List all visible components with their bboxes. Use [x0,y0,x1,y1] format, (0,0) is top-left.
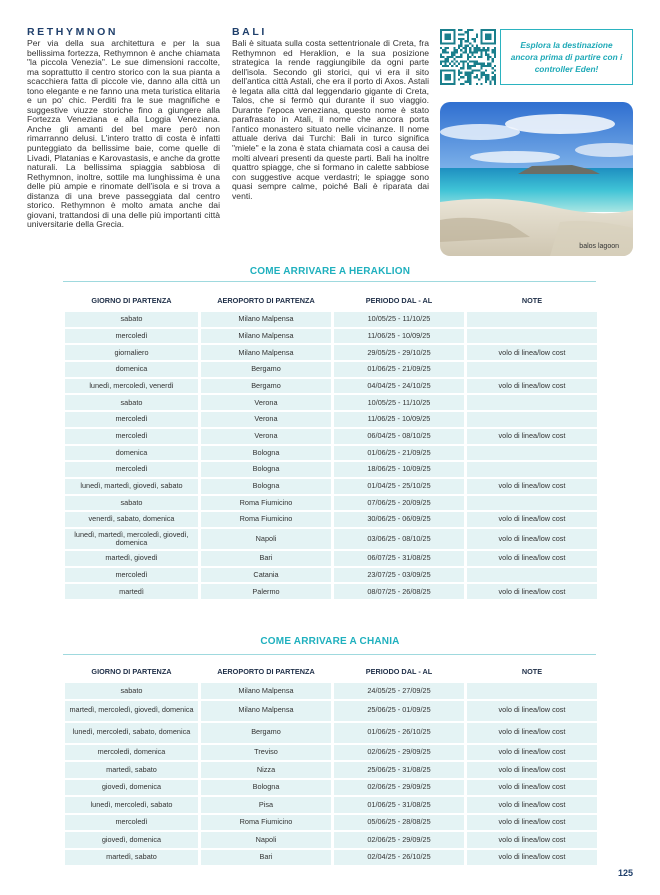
cell-periodo: 18/06/25 - 10/09/25 [334,462,464,477]
table-row [65,797,597,813]
cell-note: volo di linea/low cost [467,745,597,761]
cell-giorno: mercoledì [65,568,198,583]
table-row [65,551,597,566]
cell-periodo: 03/06/25 - 08/10/25 [334,529,464,549]
cell-giorno: sabato [65,683,198,699]
beach-photo [440,102,633,256]
table-row [65,529,597,549]
promo-text: Esplora la destinazione ancora prima di partire con i controller Eden! [510,40,623,74]
table-row [65,312,597,327]
cell-giorno: mercoledì [65,462,198,477]
cell-periodo: 01/06/25 - 31/08/25 [334,797,464,813]
promo-box [500,29,633,85]
cell-aeroporto: Bologna [201,780,331,796]
table-row [65,850,597,866]
cell-note [467,362,597,377]
cell-note: volo di linea/low cost [467,832,597,848]
cell-aeroporto: Roma Fiumicino [201,496,331,511]
cell-note: volo di linea/low cost [467,429,597,444]
header-note: NOTE [521,666,543,676]
chania-title: COME ARRIVARE A CHANIA [260,636,400,647]
cell-periodo: 07/06/25 - 20/09/25 [334,496,464,511]
cell-giorno: venerdì, sabato, domenica [65,512,198,527]
cell-giorno: sabato [65,312,198,327]
table-row [65,568,597,583]
cell-note [467,462,597,477]
cell-aeroporto: Milano Malpensa [201,683,331,699]
header-aeroporto: AEROPORTO DI PARTENZA [217,666,315,676]
cell-periodo: 02/06/25 - 29/09/25 [334,832,464,848]
rethymnon-section [27,27,220,230]
header-periodo: PERIODO DAL - AL [365,295,433,305]
cell-note: volo di linea/low cost [467,512,597,527]
table-row [65,379,597,394]
cell-periodo: 10/05/25 - 11/10/25 [334,312,464,327]
bali-title: BALI [232,26,267,38]
table-row [65,446,597,461]
table-row [65,496,597,511]
cell-periodo: 25/06/25 - 01/09/25 [334,701,464,721]
cell-giorno: giovedì, domenica [65,832,198,848]
cell-aeroporto: Bari [201,850,331,866]
cell-giorno: mercoledì, domenica [65,745,198,761]
header-note: NOTE [521,295,543,305]
cell-note [467,446,597,461]
table-row [65,815,597,831]
cell-note: volo di linea/low cost [467,379,597,394]
cell-periodo: 23/07/25 - 03/09/25 [334,568,464,583]
cell-aeroporto: Bologna [201,462,331,477]
rethymnon-text: Per via della sua architettura e per la sua bellissima fortezza, Rethymnon è anche chiamata "la piccola Venezia". Le sue dimensioni raccolte, ma soprattutto il centro storico con la sua pianta a scacchiera fatta di piccole vie, danno alla città un tono elegante e ne fanno una meta turistica elitaria e un po' chic. Perditi fra le sue magnifiche e suggestive viuzze storiche fino a giungere alla Fortezza Veneziana e alla Loggia Veneziana. Anche gli amanti del bel mare però non rimarranno delusi. L'intero tratto di costa è infatti punteggiato da bellissime baie, come quelle di Livadi, Platanias e Karovastasis, e anche da grotte naturali. La bellissima spiaggia sabbiosa di Rethymnon, inoltre, sottile ma lunghissima è una delle più ampie e rinomate dell'isola e si trova a distanza di una breve passeggiata dal centro storico. Rethymnon è molto amata anche dai giovani, trattandosi di una delle più importanti città universitarie della Grecia. [27,38,221,230]
cell-periodo: 06/07/25 - 31/08/25 [334,551,464,566]
cell-aeroporto: Bari [201,551,331,566]
cell-periodo: 01/06/25 - 21/09/25 [334,446,464,461]
cell-periodo: 01/04/25 - 25/10/25 [334,479,464,494]
cell-giorno: martedì, giovedì [65,551,198,566]
cell-aeroporto: Bologna [201,446,331,461]
bali-section [232,27,429,201]
cell-aeroporto: Pisa [201,797,331,813]
cell-giorno: lunedì, martedì, mercoledì, giovedì, domenica [65,529,198,549]
cell-aeroporto: Nizza [201,762,331,778]
table-row [65,723,597,743]
table-header-row [65,661,597,681]
cell-note [467,568,597,583]
cell-aeroporto: Verona [201,429,331,444]
table-row [65,584,597,599]
cell-note: volo di linea/low cost [467,797,597,813]
cell-periodo: 06/04/25 - 08/10/25 [334,429,464,444]
cell-note: volo di linea/low cost [467,723,597,743]
heraklion-divider [63,281,596,282]
header-periodo: PERIODO DAL - AL [365,666,433,676]
cell-giorno: lunedì, martedì, giovedì, sabato [65,479,198,494]
cell-periodo: 01/06/25 - 26/10/25 [334,723,464,743]
table-row [65,395,597,410]
cell-aeroporto: Treviso [201,745,331,761]
table-row [65,462,597,477]
cell-aeroporto: Roma Fiumicino [201,815,331,831]
cell-aeroporto: Bergamo [201,723,331,743]
cell-note: volo di linea/low cost [467,762,597,778]
page-number: 125 [617,868,633,878]
cell-giorno: giovedì, domenica [65,780,198,796]
cell-aeroporto: Napoli [201,529,331,549]
cell-note: volo di linea/low cost [467,850,597,866]
cell-giorno: martedì, sabato [65,850,198,866]
table-row [65,780,597,796]
cell-aeroporto: Milano Malpensa [201,312,331,327]
table-row [65,412,597,427]
cell-note [467,683,597,699]
table-row [65,683,597,699]
cell-periodo: 08/07/25 - 26/08/25 [334,584,464,599]
cell-giorno: domenica [65,446,198,461]
cell-giorno: lunedì, mercoledì, venerdì [65,379,198,394]
cell-giorno: martedì [65,584,198,599]
cell-giorno: mercoledì [65,412,198,427]
cell-aeroporto: Napoli [201,832,331,848]
cell-giorno: martedì, mercoledì, giovedì, domenica [65,701,198,721]
cell-note [467,496,597,511]
bali-text: Bali è situata sulla costa settentrionale di Creta, fra Rethymnon ed Heraklion, e la sua posizione strategica la rende raggiungibile da ogni parte dell'isola. Secondo gli storici, qui vi era il sito dell'antica città Astali, che era il porto di Axos. Astali è legata alla città dal leggendario gigante di Creta, Talos, che si fermò qui durante il suo viaggio. Durante l'epoca veneziana, questo nome è stato parafrasato in Atali, il nome che ancora porta l'antico monastero situato nelle vicinanze. Il nome attuale deriva dai Turchi: Bali in turco significa "miele" e la zona è stata chiamata così a causa dei molti alveari presenti da queste parti. Bali ha inoltre quattro spiagge, che si formano in calette sabbiose con suggestive acque verdastri; le spiagge sono quasi sempre calme, poiché Bali è riparata dai venti. [232,38,429,201]
table-row [65,479,597,494]
cell-aeroporto: Catania [201,568,331,583]
cell-periodo: 04/04/25 - 24/10/25 [334,379,464,394]
table-row [65,512,597,527]
cell-note [467,412,597,427]
table-row [65,362,597,377]
cell-periodo: 02/06/25 - 29/09/25 [334,745,464,761]
cell-giorno: mercoledì [65,815,198,831]
chania-table [62,659,600,867]
header-aeroporto: AEROPORTO DI PARTENZA [217,295,315,305]
header-giorno: GIORNO DI PARTENZA [91,666,172,676]
cell-aeroporto: Verona [201,395,331,410]
cell-periodo: 05/06/25 - 28/08/25 [334,815,464,831]
cell-giorno: mercoledì [65,429,198,444]
cell-note: volo di linea/low cost [467,701,597,721]
cell-periodo: 24/05/25 - 27/09/25 [334,683,464,699]
cell-periodo: 30/06/25 - 06/09/25 [334,512,464,527]
rethymnon-title: RETHYMNON [27,26,119,38]
cell-periodo: 11/06/25 - 10/09/25 [334,329,464,344]
cell-note: volo di linea/low cost [467,780,597,796]
header-giorno: GIORNO DI PARTENZA [91,295,172,305]
cell-giorno: domenica [65,362,198,377]
chania-divider [63,654,596,655]
cell-giorno: sabato [65,496,198,511]
cell-note [467,329,597,344]
cell-note: volo di linea/low cost [467,529,597,549]
cell-note [467,395,597,410]
heraklion-table [62,288,600,601]
cell-note [467,312,597,327]
qr-code[interactable] [440,29,496,85]
cell-aeroporto: Bergamo [201,362,331,377]
cell-aeroporto: Milano Malpensa [201,345,331,360]
table-row [65,429,597,444]
cell-aeroporto: Verona [201,412,331,427]
cell-note: volo di linea/low cost [467,551,597,566]
table-header-row [65,290,597,310]
cell-note: volo di linea/low cost [467,479,597,494]
heraklion-title: COME ARRIVARE A HERAKLION [249,266,411,277]
cell-giorno: giornaliero [65,345,198,360]
cell-giorno: lunedì, mercoledì, sabato, domenica [65,723,198,743]
table-row [65,701,597,721]
cell-aeroporto: Palermo [201,584,331,599]
cell-giorno: martedì, sabato [65,762,198,778]
cell-giorno: mercoledì [65,329,198,344]
cell-aeroporto: Roma Fiumicino [201,512,331,527]
cell-periodo: 29/05/25 - 29/10/25 [334,345,464,360]
table-row [65,329,597,344]
photo-caption: balos lagoon [579,243,619,250]
cell-giorno: sabato [65,395,198,410]
table-row [65,762,597,778]
table-row [65,745,597,761]
table-row [65,832,597,848]
cell-periodo: 02/06/25 - 29/09/25 [334,780,464,796]
cell-periodo: 25/06/25 - 31/08/25 [334,762,464,778]
cell-periodo: 01/06/25 - 21/09/25 [334,362,464,377]
cell-note: volo di linea/low cost [467,815,597,831]
cell-aeroporto: Bologna [201,479,331,494]
table-row [65,345,597,360]
cell-note: volo di linea/low cost [467,345,597,360]
cell-giorno: lunedì, mercoledì, sabato [65,797,198,813]
cell-aeroporto: Milano Malpensa [201,329,331,344]
cell-note: volo di linea/low cost [467,584,597,599]
cell-periodo: 11/06/25 - 10/09/25 [334,412,464,427]
cell-aeroporto: Bergamo [201,379,331,394]
cell-aeroporto: Milano Malpensa [201,701,331,721]
cell-periodo: 02/04/25 - 26/10/25 [334,850,464,866]
cell-periodo: 10/05/25 - 11/10/25 [334,395,464,410]
